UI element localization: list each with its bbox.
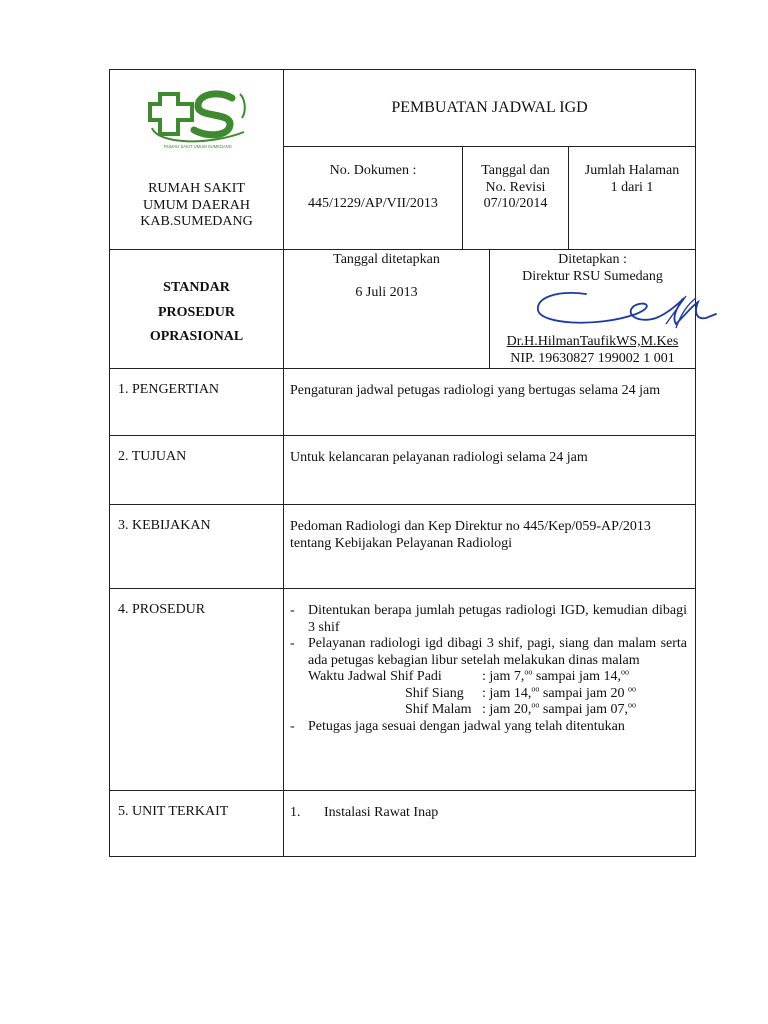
procedure-item: - Ditentukan berapa jumlah petugas radiologi IGD, kemudian dibagi 3 shif [290, 603, 687, 636]
section-label-kebijakan: 3. KEBIJAKAN [110, 505, 284, 589]
established-date-cell [284, 250, 490, 369]
unit-name: Instalasi Rawat Inap [324, 805, 439, 820]
section-text-pengertian: Pengaturan jadwal petugas radiologi yang bertugas selama 24 jam [284, 369, 696, 436]
approval-authority: Direktur RSU Sumedang [522, 268, 663, 284]
document-title: PEMBUATAN JADWAL IGD [284, 70, 696, 147]
sop-document-table [109, 69, 696, 857]
signer-name: Dr.H.HilmanTaufikWS,M.Kes [506, 334, 679, 349]
shift-row-malam: Shif Malam : jam 20,$^{oo}$ sampai jam 07,$^{oo}$ [405, 700, 637, 717]
section-label-unit: 5. UNIT TERKAIT [110, 791, 284, 857]
section-label-pengertian: 1. PENGERTIAN [110, 369, 284, 436]
approval-cell [490, 250, 696, 369]
procedure-list [290, 603, 687, 669]
document-meta-table [284, 147, 695, 249]
section-text-kebijakan: Pedoman Radiologi dan Kep Direktur no 445/Kep/059-AP/2013 tentang Kebijakan Pelayanan Radiologi [284, 505, 696, 589]
logo-text: RUMAH SAKIT UMUM SUMEDANG [163, 144, 233, 149]
hospital-identity-cell [110, 70, 284, 250]
revision-cell: Tanggal dan No. Revisi 07/10/2014 [463, 147, 569, 249]
procedure-item: - Pelayanan radiologi igd dibagi 3 shif, pagi, siang dan malam serta ada petugas kebagian libur setelah melakukan dinas malam [290, 636, 687, 669]
page-count-cell: Jumlah Halaman 1 dari 1 [569, 147, 696, 249]
document-meta-cell [284, 147, 696, 250]
section-text-tujuan: Untuk kelancaran pelayanan radiologi selama 24 jam [284, 436, 696, 505]
sop-heading-cell: STANDAR PROSEDUR OPRASIONAL [110, 250, 284, 369]
revision-date: 07/10/2014 [483, 196, 548, 211]
doc-number-label: No. Dokumen : [329, 163, 417, 178]
hospital-logo-icon [148, 88, 248, 150]
shift-row-pagi: Waktu Jadwal Shif Padi : jam 7,$^{oo}$ sampai jam 14,$^{oo}$ [308, 667, 630, 684]
unit-list-item: 1. Instalasi Rawat Inap [290, 805, 439, 820]
signer-nip: NIP. 19630827 199002 1 001 [510, 351, 675, 366]
shift-row-siang: Shif Siang : jam 14,$^{oo}$ sampai jam 20 $^{oo}$ [405, 683, 637, 701]
doc-number-cell [284, 147, 463, 249]
signature-icon [526, 284, 726, 330]
hospital-name: RUMAH SAKIT UMUM DAERAH KAB.SUMEDANG [140, 181, 253, 229]
established-date-label: Tanggal ditetapkan [333, 252, 440, 267]
section-content-unit [284, 791, 696, 857]
section-content-prosedur [284, 589, 696, 791]
page-count-value: 1 dari 1 [610, 179, 654, 195]
doc-number-value: 445/1229/AP/VII/2013 [308, 195, 438, 211]
approval-label: Ditetapkan : [558, 252, 627, 267]
section-label-tujuan: 2. TUJUAN [110, 436, 284, 505]
established-date-value: 6 Juli 2013 [355, 284, 418, 300]
shift-schedule [290, 669, 687, 719]
section-label-prosedur: 4. PROSEDUR [110, 589, 284, 791]
procedure-list-final [290, 719, 687, 736]
procedure-item: - Petugas jaga sesuai dengan jadwal yang telah ditentukan [290, 719, 687, 736]
